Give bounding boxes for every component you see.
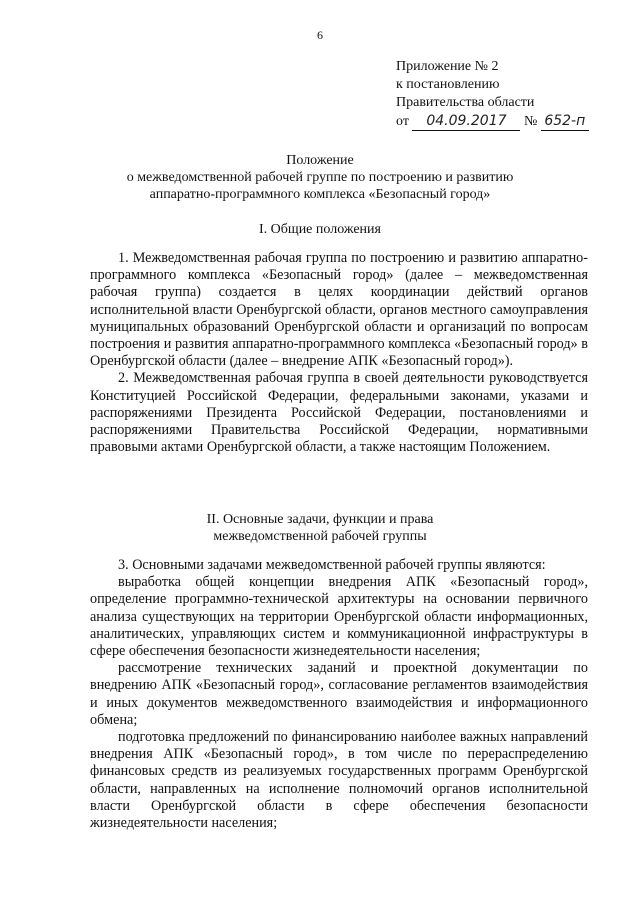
section2-body — [90, 557, 588, 832]
title-line1: Положение — [286, 153, 354, 168]
number-prefix: № — [523, 114, 538, 129]
paragraph-1: 1. Межведомственная рабочая группа по построению и развитию аппаратно-программного комплекса «Безопасный город» (далее – межведомственная рабочая группа) создается в целях координации действий органов исполнительной власти Оренбургской области, органов местного самоуправления муниципальных образований Оренбургской области и организаций по вопросам построения и развития аппаратно-программного комплекса «Безопасный город» в Оренбургской области (далее – внедрение АПК «Безопасный город»). — [90, 250, 588, 370]
document-title — [0, 152, 640, 203]
handwritten-number: 652-п — [541, 112, 589, 131]
section2-heading — [0, 511, 640, 545]
appendix-block — [396, 58, 589, 131]
paragraph-2: 2. Межведомственная рабочая группа в своей деятельности руководствуется Конституцией Российской Федерации, федеральными законами, указами и распоряжениями Президента Российской Федерации, постановлениями и распоряжениями Правительства Российской Федерации, нормативными правовыми актами Оренбургской области, а также настоящим Положением. — [90, 370, 588, 456]
section1-heading: I. Общие положения — [259, 222, 381, 237]
appendix-line2: к постановлению — [396, 77, 500, 92]
section2-heading-line1: II. Основные задачи, функции и права — [206, 512, 434, 527]
appendix-line3: Правительства области — [396, 95, 535, 110]
title-line3: аппаратно-программного комплекса «Безопасный город» — [149, 187, 491, 202]
page-number: 6 — [317, 28, 323, 42]
appendix-line1: Приложение № 2 — [396, 59, 499, 74]
date-prefix: от — [396, 114, 409, 129]
title-line2: о межведомственной рабочей группе по построению и развитию — [126, 170, 514, 185]
section2-heading-line2: межведомственной рабочей группы — [213, 529, 427, 544]
section1-body — [90, 250, 588, 456]
task-item-1: выработка общей концепции внедрения АПК «Безопасный город», определение программно-технической архитектуры на основании первичного анализа существующих на территории Оренбургской области информационных, аналитических, управляющих систем и коммуникационной инфраструктуры в сфере обеспечения безопасности жизнедеятельности населения; — [90, 574, 588, 660]
handwritten-date: 04.09.2017 — [412, 112, 520, 131]
paragraph-3: 3. Основными задачами межведомственной рабочей группы являются: — [118, 557, 546, 573]
task-item-3: подготовка предложений по финансированию наиболее важных направлений внедрения АПК «Безопасный город», в том числе по перераспределению финансовых средств из реализуемых государственных программ Оренбургской области, направленных на исполнение полномочий органов исполнительной власти Оренбургской области в сфере обеспечения безопасности жизнедеятельности населения; — [90, 729, 588, 832]
appendix-date-line — [396, 112, 589, 131]
task-item-2: рассмотрение технических заданий и проектной документации по внедрению АПК «Безопасный город», согласование регламентов взаимодействия и иных документов межведомственного взаимодействия и информационного обмена; — [90, 660, 588, 728]
